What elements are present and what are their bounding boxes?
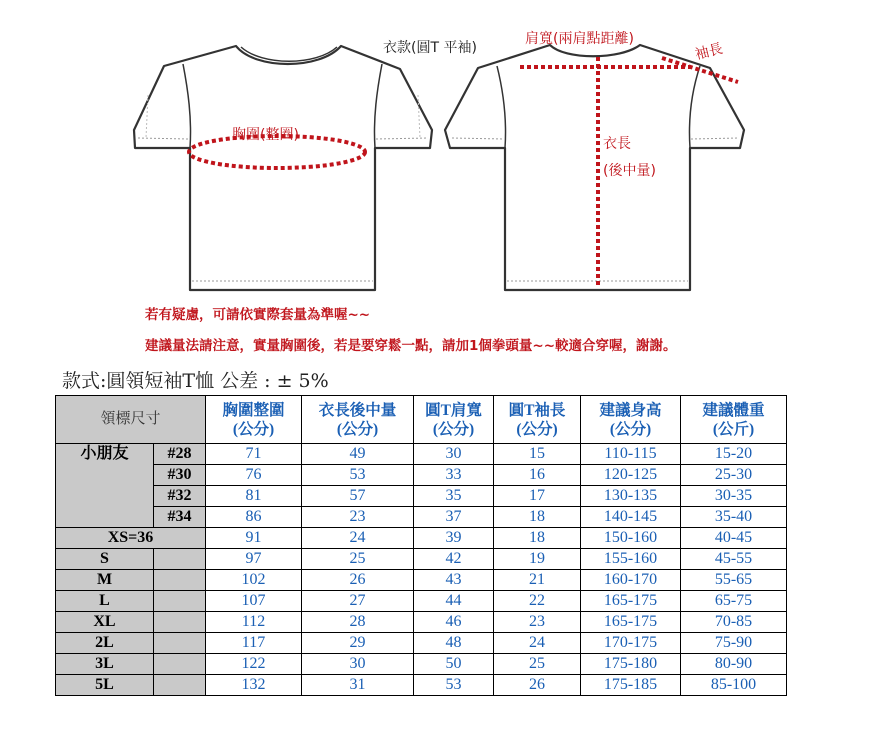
table-row bbox=[56, 549, 787, 570]
measure-cell: 23 bbox=[494, 612, 581, 633]
measure-cell: 53 bbox=[302, 465, 414, 486]
size-label: 5L bbox=[56, 675, 154, 696]
measure-cell: 122 bbox=[206, 654, 302, 675]
table-row bbox=[56, 633, 787, 654]
measure-cell: 85-100 bbox=[681, 675, 787, 696]
measure-cell: 15 bbox=[494, 444, 581, 465]
measure-cell: 39 bbox=[414, 528, 494, 549]
measure-cell: 110-115 bbox=[581, 444, 681, 465]
length-label: 衣長 bbox=[603, 136, 631, 152]
table-row bbox=[56, 486, 787, 507]
size-label-spacer bbox=[154, 654, 206, 675]
measure-cell: 175-185 bbox=[581, 675, 681, 696]
size-label: #28 bbox=[154, 444, 206, 465]
measure-cell: 25 bbox=[494, 654, 581, 675]
measure-cell: 18 bbox=[494, 528, 581, 549]
table-row bbox=[56, 570, 787, 591]
measure-cell: 86 bbox=[206, 507, 302, 528]
measure-cell: 15-20 bbox=[681, 444, 787, 465]
size-label: S bbox=[56, 549, 154, 570]
kids-group-label: 小朋友 bbox=[56, 444, 154, 528]
style-title: 衣款(圓T 平袖) bbox=[383, 40, 477, 56]
table-row bbox=[56, 675, 787, 696]
measure-cell: 97 bbox=[206, 549, 302, 570]
note-2: 建議量法請注意，實量胸圍後，若是要穿鬆一點，請加1個拳頭量~~較適合穿喔，謝謝。 bbox=[145, 338, 677, 354]
size-label-spacer bbox=[154, 633, 206, 654]
measure-cell: 117 bbox=[206, 633, 302, 654]
measure-cell: 75-90 bbox=[681, 633, 787, 654]
measure-cell: 37 bbox=[414, 507, 494, 528]
col-header: 衣長後中量 (公分) bbox=[302, 396, 414, 444]
measure-cell: 57 bbox=[302, 486, 414, 507]
measure-cell: 165-175 bbox=[581, 591, 681, 612]
measure-cell: 25-30 bbox=[681, 465, 787, 486]
measure-cell: 16 bbox=[494, 465, 581, 486]
measure-cell: 35-40 bbox=[681, 507, 787, 528]
size-table bbox=[55, 395, 787, 696]
size-label: XS=36 bbox=[56, 528, 206, 549]
measure-cell: 30-35 bbox=[681, 486, 787, 507]
table-header-row bbox=[56, 396, 787, 444]
size-label: #32 bbox=[154, 486, 206, 507]
measure-cell: 35 bbox=[414, 486, 494, 507]
measure-cell: 29 bbox=[302, 633, 414, 654]
measure-cell: 130-135 bbox=[581, 486, 681, 507]
measure-cell: 31 bbox=[302, 675, 414, 696]
measure-cell: 28 bbox=[302, 612, 414, 633]
measure-cell: 170-175 bbox=[581, 633, 681, 654]
measure-cell: 26 bbox=[302, 570, 414, 591]
col-header: 建議身高 (公分) bbox=[581, 396, 681, 444]
measure-cell: 120-125 bbox=[581, 465, 681, 486]
measure-cell: 140-145 bbox=[581, 507, 681, 528]
measure-cell: 24 bbox=[494, 633, 581, 654]
measure-cell: 30 bbox=[302, 654, 414, 675]
measure-cell: 21 bbox=[494, 570, 581, 591]
measure-cell: 76 bbox=[206, 465, 302, 486]
table-row bbox=[56, 528, 787, 549]
measure-cell: 70-85 bbox=[681, 612, 787, 633]
measure-cell: 33 bbox=[414, 465, 494, 486]
table-row bbox=[56, 444, 787, 465]
size-label-spacer bbox=[154, 591, 206, 612]
measure-cell: 175-180 bbox=[581, 654, 681, 675]
measure-cell: 43 bbox=[414, 570, 494, 591]
corner-header: 領標尺寸 bbox=[56, 396, 206, 444]
measure-cell: 48 bbox=[414, 633, 494, 654]
measure-cell: 46 bbox=[414, 612, 494, 633]
measure-cell: 91 bbox=[206, 528, 302, 549]
measure-cell: 30 bbox=[414, 444, 494, 465]
measure-cell: 150-160 bbox=[581, 528, 681, 549]
measure-cell: 25 bbox=[302, 549, 414, 570]
col-header: 圓T肩寬 (公分) bbox=[414, 396, 494, 444]
measure-cell: 18 bbox=[494, 507, 581, 528]
measure-cell: 42 bbox=[414, 549, 494, 570]
table-row bbox=[56, 654, 787, 675]
chest-label: 胸圍(整圈) bbox=[232, 127, 299, 143]
size-label: 2L bbox=[56, 633, 154, 654]
measure-cell: 22 bbox=[494, 591, 581, 612]
measure-cell: 107 bbox=[206, 591, 302, 612]
size-label-spacer bbox=[154, 549, 206, 570]
measure-cell: 27 bbox=[302, 591, 414, 612]
measure-cell: 71 bbox=[206, 444, 302, 465]
measure-cell: 53 bbox=[414, 675, 494, 696]
size-label: 3L bbox=[56, 654, 154, 675]
table-row bbox=[56, 591, 787, 612]
table-body bbox=[56, 444, 787, 696]
measure-cell: 44 bbox=[414, 591, 494, 612]
measure-cell: 81 bbox=[206, 486, 302, 507]
size-label: L bbox=[56, 591, 154, 612]
measure-cell: 112 bbox=[206, 612, 302, 633]
back-shirt bbox=[445, 45, 744, 290]
length-sub-label: (後中量) bbox=[603, 163, 656, 179]
size-label-spacer bbox=[154, 570, 206, 591]
table-row bbox=[56, 612, 787, 633]
note-1: 若有疑慮，可請依實際套量為準喔~~ bbox=[145, 307, 371, 323]
measure-cell: 55-65 bbox=[681, 570, 787, 591]
measure-cell: 24 bbox=[302, 528, 414, 549]
measure-cell: 102 bbox=[206, 570, 302, 591]
sleeve-label: 袖長 bbox=[693, 40, 725, 64]
measurement-diagram bbox=[0, 0, 871, 362]
table-row bbox=[56, 507, 787, 528]
measure-cell: 23 bbox=[302, 507, 414, 528]
shoulder-label: 肩寬(兩肩點距離) bbox=[525, 31, 634, 47]
measure-cell: 49 bbox=[302, 444, 414, 465]
size-label: #34 bbox=[154, 507, 206, 528]
table-heading: 款式:圓領短袖T恤 公差 : ± 5% bbox=[62, 370, 329, 392]
measure-cell: 40-45 bbox=[681, 528, 787, 549]
measure-cell: 17 bbox=[494, 486, 581, 507]
size-label: M bbox=[56, 570, 154, 591]
measure-cell: 26 bbox=[494, 675, 581, 696]
measure-cell: 45-55 bbox=[681, 549, 787, 570]
size-label-spacer bbox=[154, 612, 206, 633]
measure-cell: 50 bbox=[414, 654, 494, 675]
table-row bbox=[56, 465, 787, 486]
col-header: 建議體重 (公斤) bbox=[681, 396, 787, 444]
col-header: 胸圍整圍 (公分) bbox=[206, 396, 302, 444]
measure-cell: 65-75 bbox=[681, 591, 787, 612]
size-label: #30 bbox=[154, 465, 206, 486]
measure-cell: 19 bbox=[494, 549, 581, 570]
size-label-spacer bbox=[154, 675, 206, 696]
measure-cell: 165-175 bbox=[581, 612, 681, 633]
size-label: XL bbox=[56, 612, 154, 633]
measure-cell: 132 bbox=[206, 675, 302, 696]
col-header: 圓T袖長 (公分) bbox=[494, 396, 581, 444]
measure-cell: 160-170 bbox=[581, 570, 681, 591]
measure-cell: 80-90 bbox=[681, 654, 787, 675]
measure-cell: 155-160 bbox=[581, 549, 681, 570]
